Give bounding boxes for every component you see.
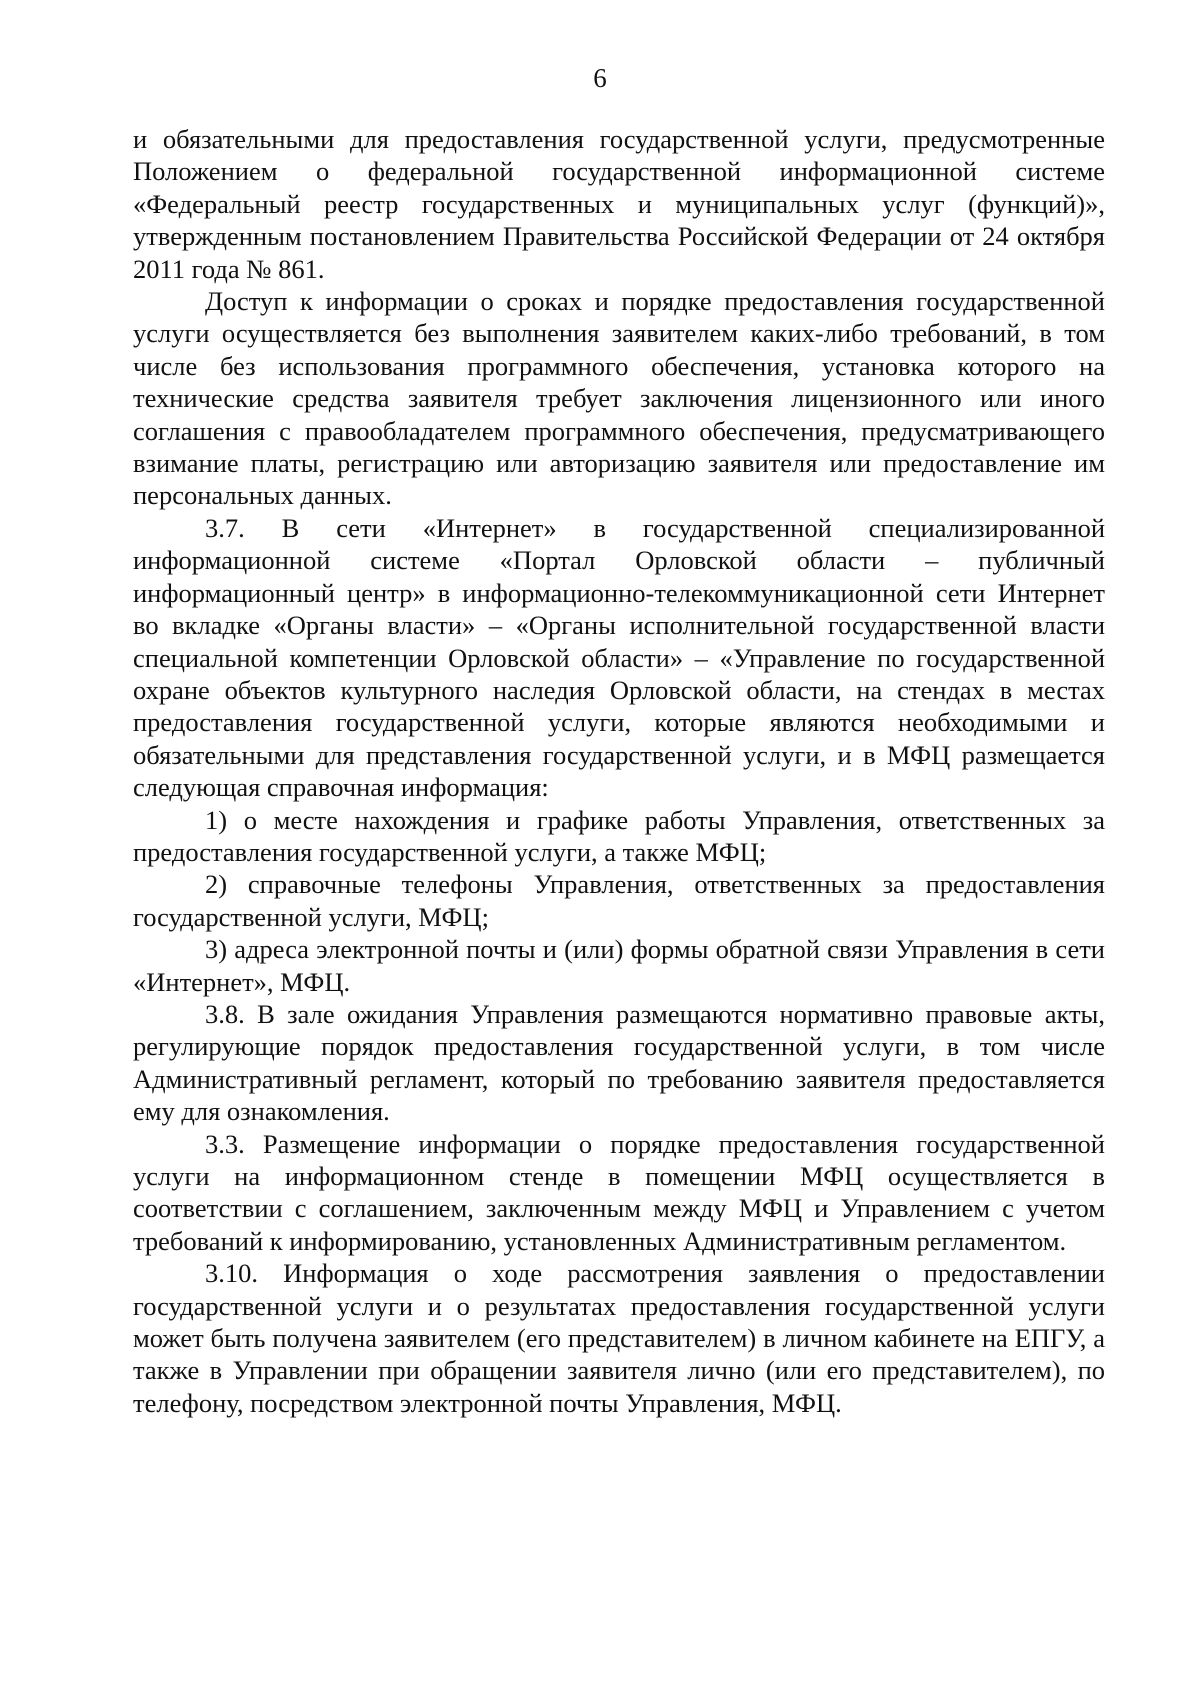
paragraph-3-7: 3.7. В сети «Интернет» в государственной специализированной информационной системе «Портал Орловской области – публичный информационный центр» в информационно-телекоммуникационной сети Интернет во вкладке «Органы власти» – «Органы исполнительной государственной власти специальной компетенции Орловской области» – «Управление по государственной охране объектов культурного наследия Орловской области, на стендах в местах предоставления государственной услуги, которые являются необходимыми и обязательными для представления государственной услуги, и в МФЦ размещается следующая справочная информация: <box>133 512 1105 803</box>
document-body <box>133 123 1105 1419</box>
list-item-1: 1) о месте нахождения и графике работы Управления, ответственных за предоставления государственной услуги, а также МФЦ; <box>133 804 1105 867</box>
list-item-2: 2) справочные телефоны Управления, ответственных за предоставления государственной услуги, МФЦ; <box>133 869 1105 932</box>
page-number: 6 <box>593 63 607 93</box>
paragraph-3-8: 3.8. В зале ожидания Управления размещаются нормативно правовые акты, регулирующие порядок предоставления государственной услуги, в том числе Административный регламент, который по требованию заявителя предоставляется ему для ознакомления. <box>133 998 1105 1127</box>
list-item-3: 3) адреса электронной почты и (или) формы обратной связи Управления в сети «Интернет», МФЦ. <box>133 934 1105 997</box>
paragraph-access-info: Доступ к информации о сроках и порядке предоставления государственной услуги осуществляется без выполнения заявителем каких-либо требований, в том числе без использования программного обеспечения, установка которого на технические средства заявителя требует заключения лицензионного или иного соглашения с правообладателем программного обеспечения, предусматривающего взимание платы, регистрацию или авторизацию заявителя или предоставление им персональных данных. <box>133 286 1105 511</box>
paragraph-continuation: и обязательными для предоставления государственной услуги, предусмотренные Положением о федеральной государственной информационной системе «Федеральный реестр государственных и муниципальных услуг (функций)», утвержденным постановлением Правительства Российской Федерации от 24 октября 2011 года № 861. <box>133 124 1105 284</box>
paragraph-3-3: 3.3. Размещение информации о порядке предоставления государственной услуги на информационном стенде в помещении МФЦ осуществляется в соответствии с соглашением, заключенным между МФЦ и Управлением с учетом требований к информированию, установленных Административным регламентом. <box>133 1128 1105 1256</box>
paragraph-3-10: 3.10. Информация о ходе рассмотрения заявления о предоставлении государственной услуги и о результатах предоставления государственной услуги может быть получена заявителем (его представителем) в личном кабинете на ЕПГУ, а также в Управлении при обращении заявителя лично (или его представителем), по телефону, посредством электронной почты Управления, МФЦ. <box>133 1258 1105 1418</box>
